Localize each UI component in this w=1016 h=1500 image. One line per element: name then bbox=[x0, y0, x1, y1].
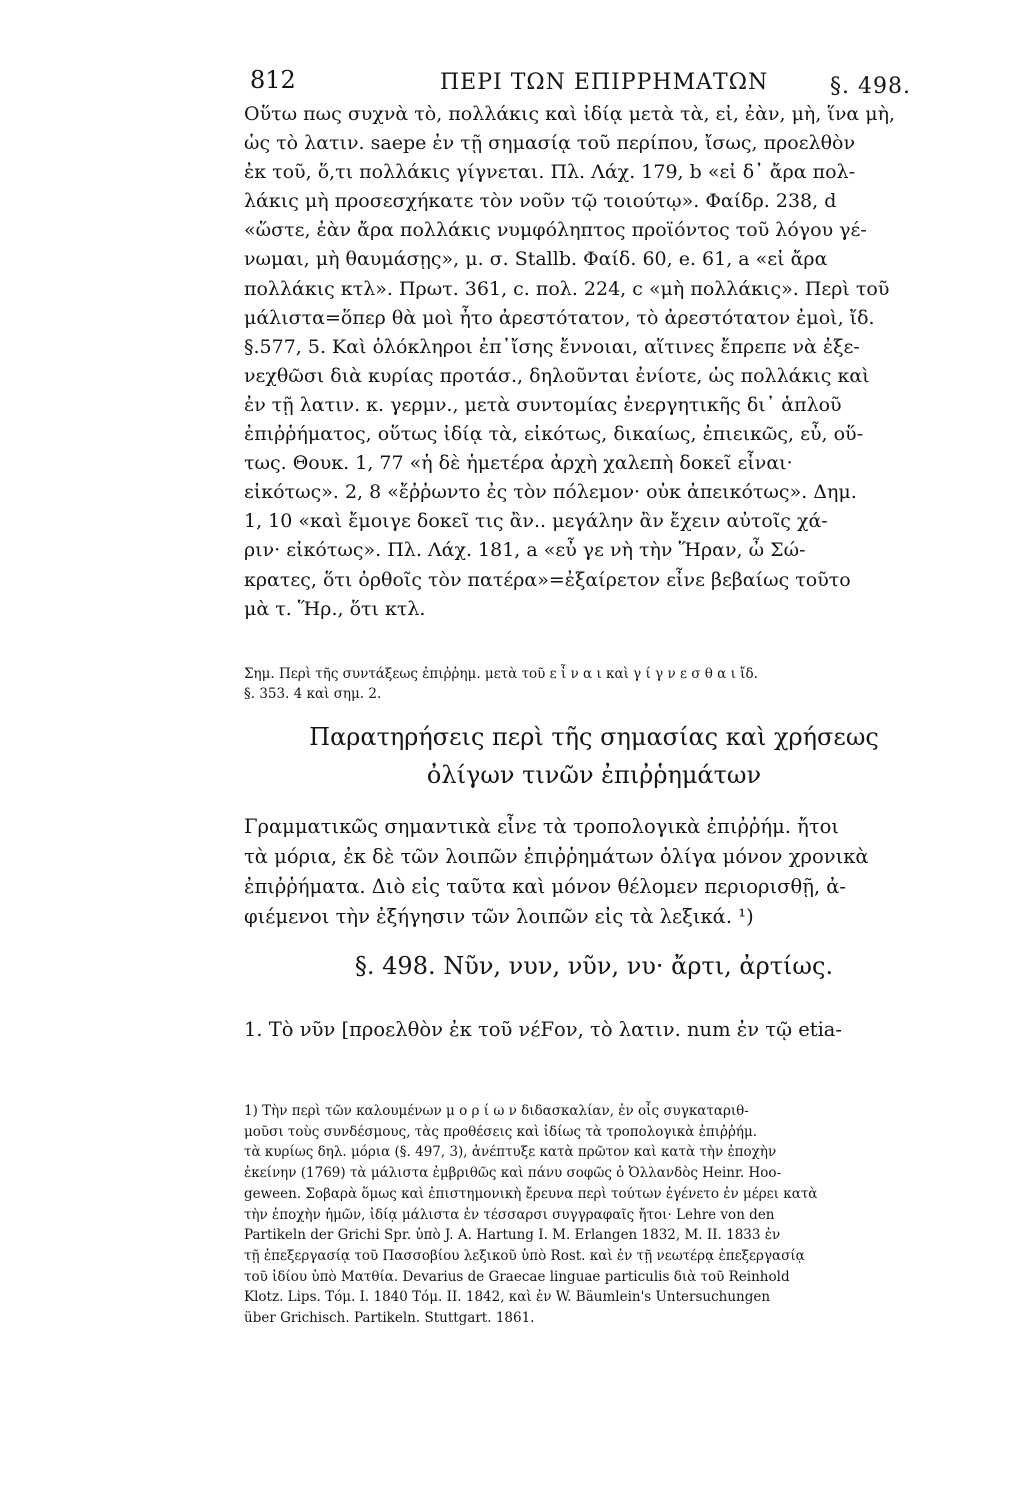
text-line: «ὥστε, ἐὰν ἄρα πολλάκις νυμφόληπτος προϊόντος τοῦ λόγου γέ- bbox=[244, 219, 867, 242]
observations-title-line-2: ὀλίγων τινῶν ἐπιῤῥημάτων bbox=[426, 761, 762, 789]
text-line: κρατες, ὅτι ὀρθοῖς τὸν πατέρα»=ἐξαίρετον εἶνε βεβαίως τοῦτο bbox=[244, 568, 851, 591]
section-paragraph bbox=[244, 1018, 944, 1041]
text-line: Οὕτω πως συχνὰ τὸ, πολλάκις καὶ ἰδίᾳ μετὰ τὰ, εἰ, ἐὰν, μὴ, ἵνα μὴ, bbox=[244, 103, 896, 125]
text-line: ἐπιῤῥήματος, οὕτως ἰδίᾳ τὰ, εἰκότως, δικαίως, ἐπιεικῶς, εὖ, οὕ- bbox=[244, 423, 863, 446]
text-line: πολλάκις κτλ». Πρωτ. 361, c. πολ. 224, c «μὴ πολλάκις». Περὶ τοῦ bbox=[244, 277, 890, 300]
text-line: νωμαι, μὴ θαυμάσῃς», μ. σ. Stallb. Φαίδ. 60, e. 61, a «εἰ ἄρα bbox=[244, 248, 828, 271]
footnote-line: τὰ κυρίως δηλ. μόρια (§. 497, 3), ἀνέπτυξε κατὰ πρῶτον καὶ κατὰ τὴν ἐποχὴν bbox=[244, 1144, 777, 1161]
text-line: μὰ τ. Ἥρ., ὅτι κτλ. bbox=[244, 597, 426, 620]
text-line: §.577, 5. Καὶ ὁλόκληροι ἐπ᾽ἴσης ἔννοιαι, αἵτινες ἔπρεπε νὰ ἐξε- bbox=[244, 335, 860, 358]
remark-line: Σημ. Περὶ τῆς συντάξεως ἐπιῤῥημ. μετὰ τοῦ ε ἶ ν α ι καὶ γ ί γ ν ε σ θ α ι ἴδ. bbox=[244, 666, 758, 682]
text-line: νεχθῶσι διὰ κυρίας προτάσ., δηλοῦνται ἐνίοτε, ὡς πολλάκις καὶ bbox=[244, 364, 870, 387]
footnote-line: über Grichisch. Partikeln. Stuttgart. 1861. bbox=[244, 1310, 535, 1327]
observations-paragraph bbox=[244, 812, 944, 932]
footnote-line: μοῦσι τοὺς συνδέσμους, τὰς προθέσεις καὶ ἰδίως τὰ τροπολογικὰ ἐπιῤῥήμ. bbox=[244, 1123, 758, 1140]
footnote-line: τὴν ἐποχὴν ἡμῶν, ἰδίᾳ μάλιστα ἐν τέσσαρσι συγγραφαῖς ἤτοι· Lehre von den bbox=[244, 1206, 775, 1223]
page-number: 812 bbox=[250, 66, 296, 94]
remark-note bbox=[244, 664, 944, 704]
footnote-line: Partikeln der Grichi Spr. ὑπὸ J. A. Hartung I. M. Erlangen 1832, M. II. 1833 ἐν bbox=[244, 1227, 781, 1244]
footnote-line: ἐκείνην (1769) τὰ μάλιστα ἐμβριθῶς καὶ πάνυ σοφῶς ὁ Ὀλλανδὸς Heinr. Hoo- bbox=[244, 1165, 782, 1182]
observations-title-line-1: Παρατηρήσεις περὶ τῆς σημασίας καὶ χρήσεως bbox=[309, 723, 879, 751]
remark-line: §. 353. 4 καὶ σημ. 2. bbox=[244, 686, 382, 702]
text-line: ἐπιῤῥήματα. Διὸ εἰς ταῦτα καὶ μόνον θέλομεν περιορισθῇ, ἀ- bbox=[244, 875, 847, 898]
text-line: λάκις μὴ προσεσχήκατε τὸν νοῦν τῷ τοιούτῳ». Φαίδρ. 238, d bbox=[244, 190, 837, 213]
footnote-line: Klotz. Lips. Τόμ. I. 1840 Τόμ. II. 1842, καὶ ἐν W. Bäumlein's Untersuchungen bbox=[244, 1289, 771, 1306]
text-line: ἐν τῇ λατιν. κ. γερμν., μετὰ συντομίας ἐνεργητικῆς δι᾽ ἁπλοῦ bbox=[244, 393, 842, 416]
text-line: ἐκ τοῦ, ὅ,τι πολλάκις γίγνεται. Πλ. Λάχ. 179, b «εἰ δ᾽ ἄρα πολ- bbox=[244, 161, 856, 184]
running-title: ΠΕΡΙ ΤΩΝ ΕΠΙΡΡΗΜΑΤΩΝ bbox=[440, 70, 769, 95]
footnote-line: τῇ ἐπεξεργασίᾳ τοῦ Πασσοβίου λεξικοῦ ὑπὸ Rost. καὶ ἐν τῇ νεωτέρᾳ ἐπεξεργασίᾳ bbox=[244, 1247, 805, 1264]
text-line: Γραμματικῶς σημαντικὰ εἶνε τὰ τροπολογικὰ ἐπιῤῥήμ. ἤτοι bbox=[244, 815, 840, 838]
footnote-line: geween. Σοβαρὰ ὅμως καὶ ἐπιστημονικὴ ἔρευνα περὶ τούτων ἐγένετο ἐν μέρει κατὰ bbox=[244, 1185, 818, 1202]
section-heading: §. 498. Νῦν, νυν, νῦν, νυ· ἄρτι, ἀρτίως. bbox=[354, 952, 834, 980]
text-line: μάλιστα=ὅπερ θὰ μοὶ ἦτο ἀρεστότατον, τὸ ἀρεστότατον ἐμοὶ, ἴδ. bbox=[244, 306, 875, 329]
text-line: ριν· εἰκότως». Πλ. Λάχ. 181, a «εὖ γε νὴ τὴν Ἥραν, ὦ Σώ- bbox=[244, 539, 806, 562]
section-reference: §. 498. bbox=[830, 74, 911, 99]
main-paragraph bbox=[244, 100, 944, 624]
text-line: τως. Θουκ. 1, 77 «ἡ δὲ ἡμετέρα ἀρχὴ χαλεπὴ δοκεῖ εἶναι· bbox=[244, 452, 793, 475]
text-line: φιέμενοι τὴν ἐξήγησιν τῶν λοιπῶν εἰς τὰ λεξικά. ¹) bbox=[244, 905, 754, 928]
text-line: εἰκότως». 2, 8 «ἔῤῥωντο ἐς τὸν πόλεμον· οὐκ ἀπεικότως». Δημ. bbox=[244, 481, 857, 504]
observations-title bbox=[244, 718, 944, 794]
text-line: 1. Τὸ νῦν [προελθὸν ἐκ τοῦ νέFον, τὸ λατιν. num ἐν τῷ etia- bbox=[244, 1018, 843, 1041]
text-line: ὡς τὸ λατιν. saepe ἐν τῇ σημασίᾳ τοῦ περίπου, ἴσως, προελθὸν bbox=[244, 132, 856, 155]
text-line: τὰ μόρια, ἐκ δὲ τῶν λοιπῶν ἐπιῤῥημάτων ὀλίγα μόνον χρονικὰ bbox=[244, 845, 869, 868]
footnote-line: 1) Τὴν περὶ τῶν καλουμένων μ ο ρ ί ω ν διδασκαλίαν, ἐν οἷς συγκαταριθ- bbox=[244, 1103, 749, 1119]
footnote-line: τοῦ ἰδίου ὑπὸ Ματθία. Devarius de Graecae linguae particulis διὰ τοῦ Reinhold bbox=[244, 1268, 790, 1285]
footnotes bbox=[244, 1101, 944, 1329]
text-line: 1, 10 «καὶ ἔμοιγε δοκεῖ τις ἂν.. μεγάλην ἂν ἔχειν αὐτοῖς χά- bbox=[244, 510, 828, 533]
